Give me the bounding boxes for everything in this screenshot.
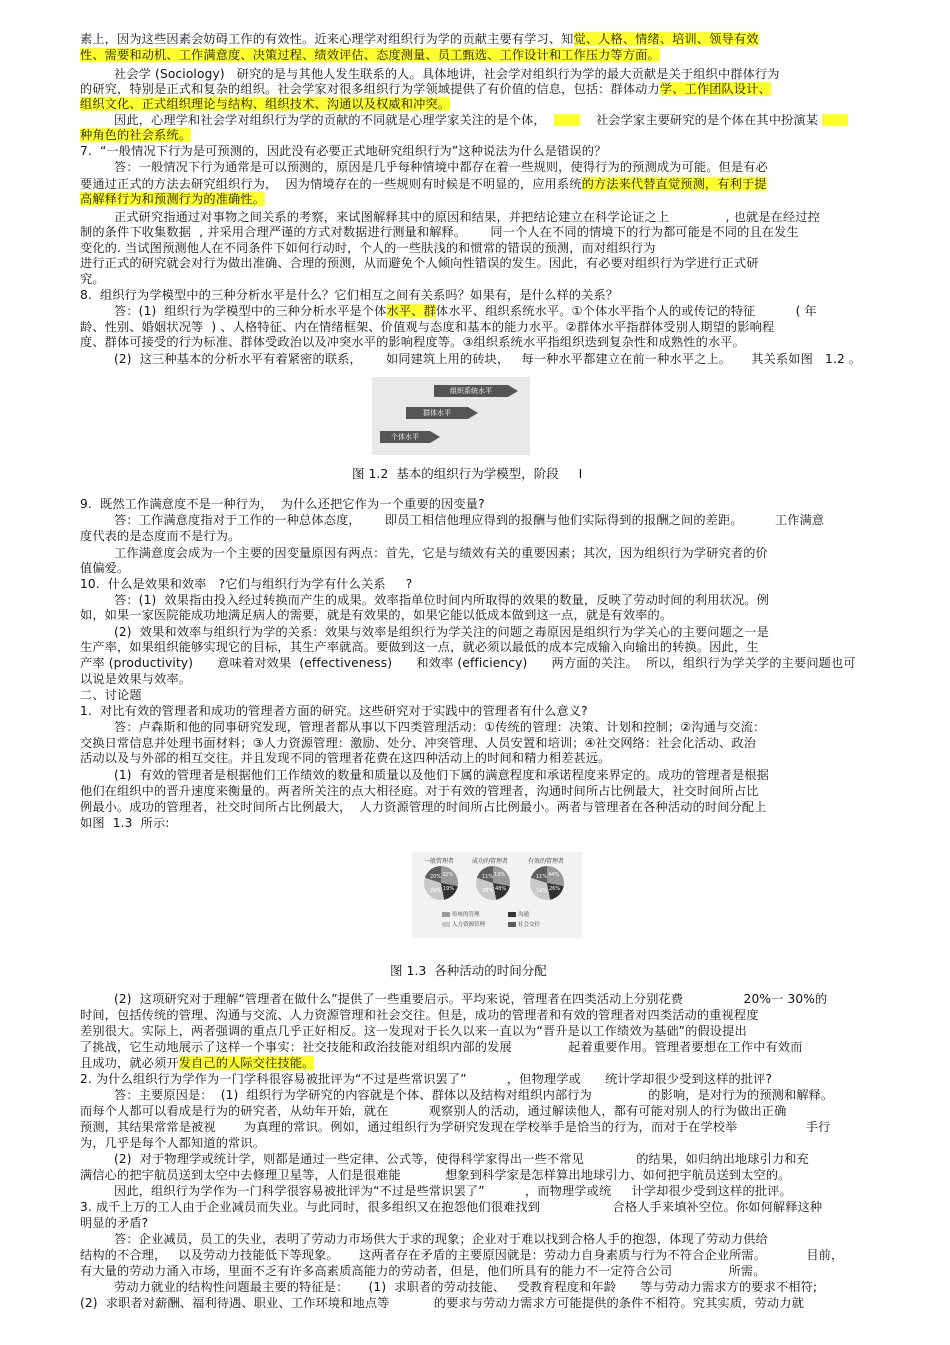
text-segment: 要通过正式的方法去研究组织行为， 因为情境存在的一些规则有时候是不明显的，应用系统 [80,177,582,191]
text-segment: 社会学家主要研究的是个体在其中扮演某 [579,113,823,127]
text-segment: 时间，包括传统的管理、沟通与交流、人力资源管理和社会交往。但是，成功的管理者和有效的管理者对四类活动的重视程度 [80,1008,759,1022]
text-segment: 有大量的劳动力涌入市场，里面不乏有许多高素质高能力的劳动者，但是，他们所具有的能力不一定符合公司 所需。 [80,1264,766,1278]
text-segment: 预测，其结果常常是被视 为真理的常识。例如，通过组织行为学研究发现在学校举手是恰当的行为，而对于在学校举 手行 [80,1120,831,1134]
text-segment: 正式研究指通过对事物之间关系的考察，来试图解释其中的原因和结果，并把结论建立在科学论证之上 , 也就是在经过控 [114,210,820,224]
text-segment: 究。 [80,272,105,286]
text-segment: 生产率，如果组织能够实现它的目标，其生产率就高。要做到这一点，就必须以最低的成本完成输入向输出的转换。因此，生 [80,640,759,654]
text-line [80,128,191,144]
pie-label: 48% [495,886,507,892]
text-segment: (2) 求职者对薪酬、福利待遇、职业、工作环境和地点等 的要求与劳动力需求方可能提供的条件不相符。究其实质，劳动力就 [80,1296,804,1310]
text-line [80,1072,772,1088]
pie-label: 29% [430,888,442,894]
highlight-box [822,114,848,126]
text-line [80,784,759,800]
text-segment: 变化的. 当试图预测他人在不同条件下如何行动时，个人的一些肤浅的和惯常的错误的预测，而对组织行为 [80,241,656,255]
pie-label: 44% [548,872,560,878]
text-segment: 差别很大。实际上，两者强调的重点几乎正好相反。这一发现对于长久以来一直以为“晋升是以工作绩效为基础”的假设提出 [80,1024,747,1038]
pie-header-effective: 有效的管理者 [528,858,565,865]
step-individual-level: 个体水平 [380,431,430,443]
text-segment: 答：主要原因是： (1) 组织行为学研究的内容就是个体、群体以及结构对组织内部行为 的影响，是对行为的预测和解释。 [114,1088,834,1102]
highlighted-text: 的方法来代替直觉预测，有利于提 [581,177,767,191]
legend-traditional: 传统的管理 [442,910,480,918]
text-line [114,768,769,784]
text-line [80,1296,804,1312]
text-segment: 答：工作满意度指对于工作的一种总体态度， 即员工相信他理应得到的报酬与他们实际得到的报酬之间的差距。 工作满意 [114,513,825,527]
text-segment: 答：(1) 组织行为学模型中的三种分析水平是个体 [114,304,387,318]
text-segment: (1) 有效的管理者是根据他们工作绩效的数量和质量以及他们下属的满意程度和承诺程度来界定的。成功的管理者是根据 [114,768,769,782]
text-line [114,625,769,641]
text-line [80,688,142,704]
text-segment: 体水平、组织系统水平。①个体水平指个人的或传记的特征 ( 年 [435,304,817,318]
pie-label: 19% [443,886,455,892]
text-segment: 9. 既然工作满意度不是一种行为， 为什么还把它作为一个重要的因变量? [80,497,485,511]
text-line [80,272,105,288]
highlighted-text: 觉、人格、情绪、培训、领导有效 [573,32,759,46]
text-segment: (2) 对于物理学或统计学，则都是通过一些定律、公式等，使得科学家得出一些不常见 的结果，如归纳出地球引力和充 [114,1152,809,1166]
text-line [114,992,827,1008]
text-line [80,1136,265,1152]
text-segment: 值偏爱。 [80,561,130,575]
text-line [80,177,767,193]
text-line [114,1232,768,1248]
text-line [80,1104,786,1120]
text-line [80,561,129,577]
text-line [114,304,817,320]
text-segment: 二、讨论题 [80,688,142,702]
text-segment: 答：卢森斯和他的同事研究发现，管理者都从事以下四类管理活动：①传统的管理：决策、计划和控制；②沟通与交流： [114,720,766,734]
text-segment: 2. 为什么组织行为学作为一门学科很容易被批评为“不过是些常识罢了” ，但物理学或 统计学却很少受到这样的批评? [80,1072,773,1086]
text-segment: 活动以及与外部的相互交往。并且发现不同的管理者花费在这四种活动上的时间和精力相差甚远。 [80,751,611,765]
highlighted-text: 种角色的社会系统。 [80,128,192,142]
highlighted-text: 高解释行为和预测行为的准确性。 [80,192,266,206]
text-line [114,1280,817,1296]
text-line [114,160,768,176]
text-line [114,1184,792,1200]
text-line [80,1264,766,1280]
text-line [80,192,265,208]
text-segment: (2) 这项研究对于理解“管理者在做什么”提供了一些重要启示。平均来说，管理者在四类活动上分别花费 20%一 30%的 [114,992,828,1006]
text-line [80,97,450,113]
pie-label: 13% [494,872,506,878]
text-segment: 8. 组织行为学模型中的三种分析水平是什么？它们相互之间有关系吗？如果有，是什么样的关系？ [80,288,619,302]
pie-average-manager [424,866,458,900]
text-line [114,546,768,562]
text-line [114,593,769,609]
text-line [80,672,191,688]
text-segment: 因此，心理学和社会学对组织行为学的贡献的不同就是心理学家关注的是个体， [114,113,554,127]
step-organization-level: 组织系统水平 [434,385,508,397]
text-segment: 且成功，就必须开 [80,1056,179,1070]
text-line [80,656,856,672]
text-line [80,320,774,336]
text-line [80,1040,803,1056]
text-line [114,513,824,529]
pie-label: 26% [549,886,561,892]
pie-label: 28% [482,888,494,894]
legend-hr-management: 人力资源管理 [442,920,485,928]
figure-1-2-caption: 图 1.2 基本的组织行为学模型，阶段 I [352,466,583,481]
text-segment: 社会学 (Sociology) 研究的是与其他人发生联系的人。具体地讲，社会学对组织行为学的最大贡献是关于组织中群体行为 [114,67,780,81]
legend-networking: 社会交往 [508,920,540,928]
pie-label: 32% [442,872,454,878]
pie-header-successful: 成功的管理者 [472,858,509,865]
text-segment: 产率 (productivity) 意味着对效果 (effectiveness) 和效率 (efficiency) 两方面的关注。 所以，组织行为学关学的主要问题也可 [80,656,856,670]
text-segment: 度、群体可接受的行为标准、群体受政治以及冲突水平的影响程度等。③组织系统水平指组织迭到复杂性和成熟性的水平。 [80,335,745,349]
text-line [80,288,618,304]
text-segment: 以说是效果与效率。 [80,672,192,686]
step-group-level: 群体水平 [406,407,468,419]
text-segment: 而每个人都可以看成是行为的研究者，从幼年开始，就在 观察别人的活动，通过解读他人，都有可能对别人的行为做出正确 [80,1104,787,1118]
text-line [80,225,799,241]
text-segment: 龄、性别、婚姻状况等 ) 、人格特征、内在情绪框架、价值观与态度和基本的能力水平。②群体水平指群体受别人期望的影响程 [80,320,775,334]
text-segment: (2) 效果和效率与组织行为学的关系：效果与效率是组织行为学关注的问题之毒原因是组织行为学关心的主要问题之一是 [114,625,769,639]
text-line [114,1088,833,1104]
legend-communication: 沟通 [508,910,529,918]
text-line [80,1168,791,1184]
text-segment: 了挑战，它生动地展示了这样一个事实：社交技能和政治技能对组织内部的发展 起着重要作用。管理者要想在工作中有效而 [80,1040,803,1054]
text-segment: 答：一般情况下行为通常是可以预测的，原因是几乎每种情境中都存在着一些规则，使得行为的预测成为可能。但是有必 [114,160,768,174]
text-segment: 为，几乎是每个人都知道的常识。 [80,1136,266,1150]
pie-label: 11% [482,874,494,880]
text-line [80,48,660,64]
figure-1-2-staircase-diagram [372,377,530,455]
text-segment: 满信心的把宇航员送到太空中去修理卫星等，人们是很难能 想象到科学家是怎样算出地球引力、如何把宇航员送到太空的。 [80,1168,791,1182]
text-segment: 进行正式的研究就会对行为做出准确、合理的预测，从而避免个人倾向性错误的发生。因此，有必要对组织行为学进行正式研 [80,256,759,270]
pie-label: 19% [536,888,548,894]
text-segment: 制的条件下收集数据 , 并采用合理严谨的方式对数据进行测量和解释。 同一个人在不同的情境下的行为都可能是不同的且在发生 [80,225,799,239]
figure-1-3-caption: 图 1.3 各种活动的时间分配 [390,963,547,978]
pie-label: 20% [430,874,442,880]
text-segment: 明显的矛盾? [80,1216,149,1230]
pie-label: 11% [536,874,548,880]
text-line [80,1200,822,1216]
text-segment: 结构的不合理， 以及劳动力技能低下等现象。 这两者存在矛盾的主要原因就是：劳动力自身素质与行为不符合企业所需。 目前， [80,1248,844,1262]
text-segment: 1. 对比有效的管理者和成功的管理者方面的研究。这些研究对于实践中的管理者有什么意义? [80,704,588,718]
text-segment: 如图 1.3 所示: [80,816,170,830]
text-segment: 例最小。成功的管理者，社交时间所占比例最大， 人力资源管理的时间所占比例最小。两者与管理者在各种活动的时间分配上 [80,800,767,814]
text-line [114,113,848,129]
pie-header-average: 一般管理者 [424,858,455,865]
text-line [80,1056,314,1072]
text-line [80,32,759,48]
text-segment: 10. 什么是效果和效率 ?它们与组织行为学有什么关系 ? [80,577,413,591]
text-segment: 如，如果一家医院能成功地满足病人的需要，就是有效果的，如果它能以低成本做到这一点，就是有效率的。 [80,608,673,622]
text-line [80,704,588,720]
highlighted-text: 性、需要和动机、工作满意度、决策过程、绩效评估、态度测量、员工甄选、工作设计和工作压力等方面。 [80,48,660,62]
text-segment: 素上，因为这些因素会妨碍工作的有效性。近来心理学对组织行为学的贡献主要有学习、知 [80,32,574,46]
highlighted-text: 组织文化、正式组织理论与结构、组织技术、沟通以及权威和冲突。 [80,97,451,111]
text-segment: 劳动力就业的结构性问题最主要的特征是： (1) 求职者的劳动技能、 受教育程度和年龄 等与劳动力需求方的要求不相符; [114,1280,818,1294]
text-line [114,210,820,226]
text-line [80,800,767,816]
text-segment: 因此，组织行为学作为一门科学很容易被批评为“不过是些常识罢了” ，而物理学或统 计学却很少受到这样的批评。 [114,1184,792,1198]
text-line [80,497,485,513]
text-line [80,1024,747,1040]
text-line [80,1008,759,1024]
text-line [80,256,759,272]
text-line [114,67,780,83]
text-line [114,1152,809,1168]
text-segment: 他们在组织中的晋升速度来衡量的。两者所关注的点大相径庭。对于有效的管理者，沟通时间所占比例最大，社交时间所占比 [80,784,759,798]
text-line [80,241,656,257]
text-line [80,736,756,752]
text-line [80,1120,830,1136]
text-segment: 答：企业减员，员工的失业，表明了劳动力市场供大于求的现象；企业对于难以找到合格人手的抱怨，体现了劳动力供给 [114,1232,768,1246]
text-line [80,751,611,767]
figure-1-3-pie-charts [412,852,582,938]
text-line [80,335,745,351]
text-line [114,720,765,736]
text-segment: 工作满意度会成为一个主要的因变量原因有两点：首先，它是与绩效有关的重要因素；其次，因为组织行为学研究者的价 [114,546,768,560]
text-line [80,144,606,160]
text-line [114,352,861,368]
text-segment: 的研究，特别是正式和复杂的组织。社会学家对很多组织行为学领域提供了有价值的信息，包括：群体动力 [80,82,660,96]
text-segment: 度代表的是态度而不是行为。 [80,529,241,543]
text-segment: (2) 这三种基本的分析水平有着紧密的联系， 如同建筑上用的砖块， 每一种水平都建立在前一种水平之上。 其关系如图 1.2 。 [114,352,862,366]
text-line [80,529,240,545]
text-segment: 7. “一般情况下行为是可预测的，因此没有必要正式地研究组织行为”这种说法为什么是错误的？ [80,144,607,158]
text-line [80,640,759,656]
text-line [80,1216,148,1232]
text-segment: 答：(1) 效果指由投入经过转换而产生的成果。效率指单位时间内所取得的效果的数量，反映了劳动时间的利用状况。例 [114,593,769,607]
text-line [80,1248,843,1264]
text-line [80,577,412,593]
text-segment: 交换日常信息并处理书面材料；③人力资源管理：激励、处分、冲突管理、人员安置和培训；④社交网络：社会化活动、政治 [80,736,757,750]
text-line [80,82,771,98]
highlight-box [554,114,580,126]
highlighted-text: 发自己的人际交往技能。 [178,1056,315,1070]
text-segment: 3. 成千上万的工人由于企业减员而失业。与此同时，很多组织又在抱怨他们很难找到 合格人手来填补空位。你如何解释这种 [80,1200,823,1214]
highlighted-text: 水平、群 [386,304,436,318]
pie-effective-manager [530,866,564,900]
pie-successful-manager [476,866,510,900]
highlighted-text: 学、工作团队设计、 [659,82,771,96]
text-line [80,608,672,624]
text-line [80,816,170,832]
